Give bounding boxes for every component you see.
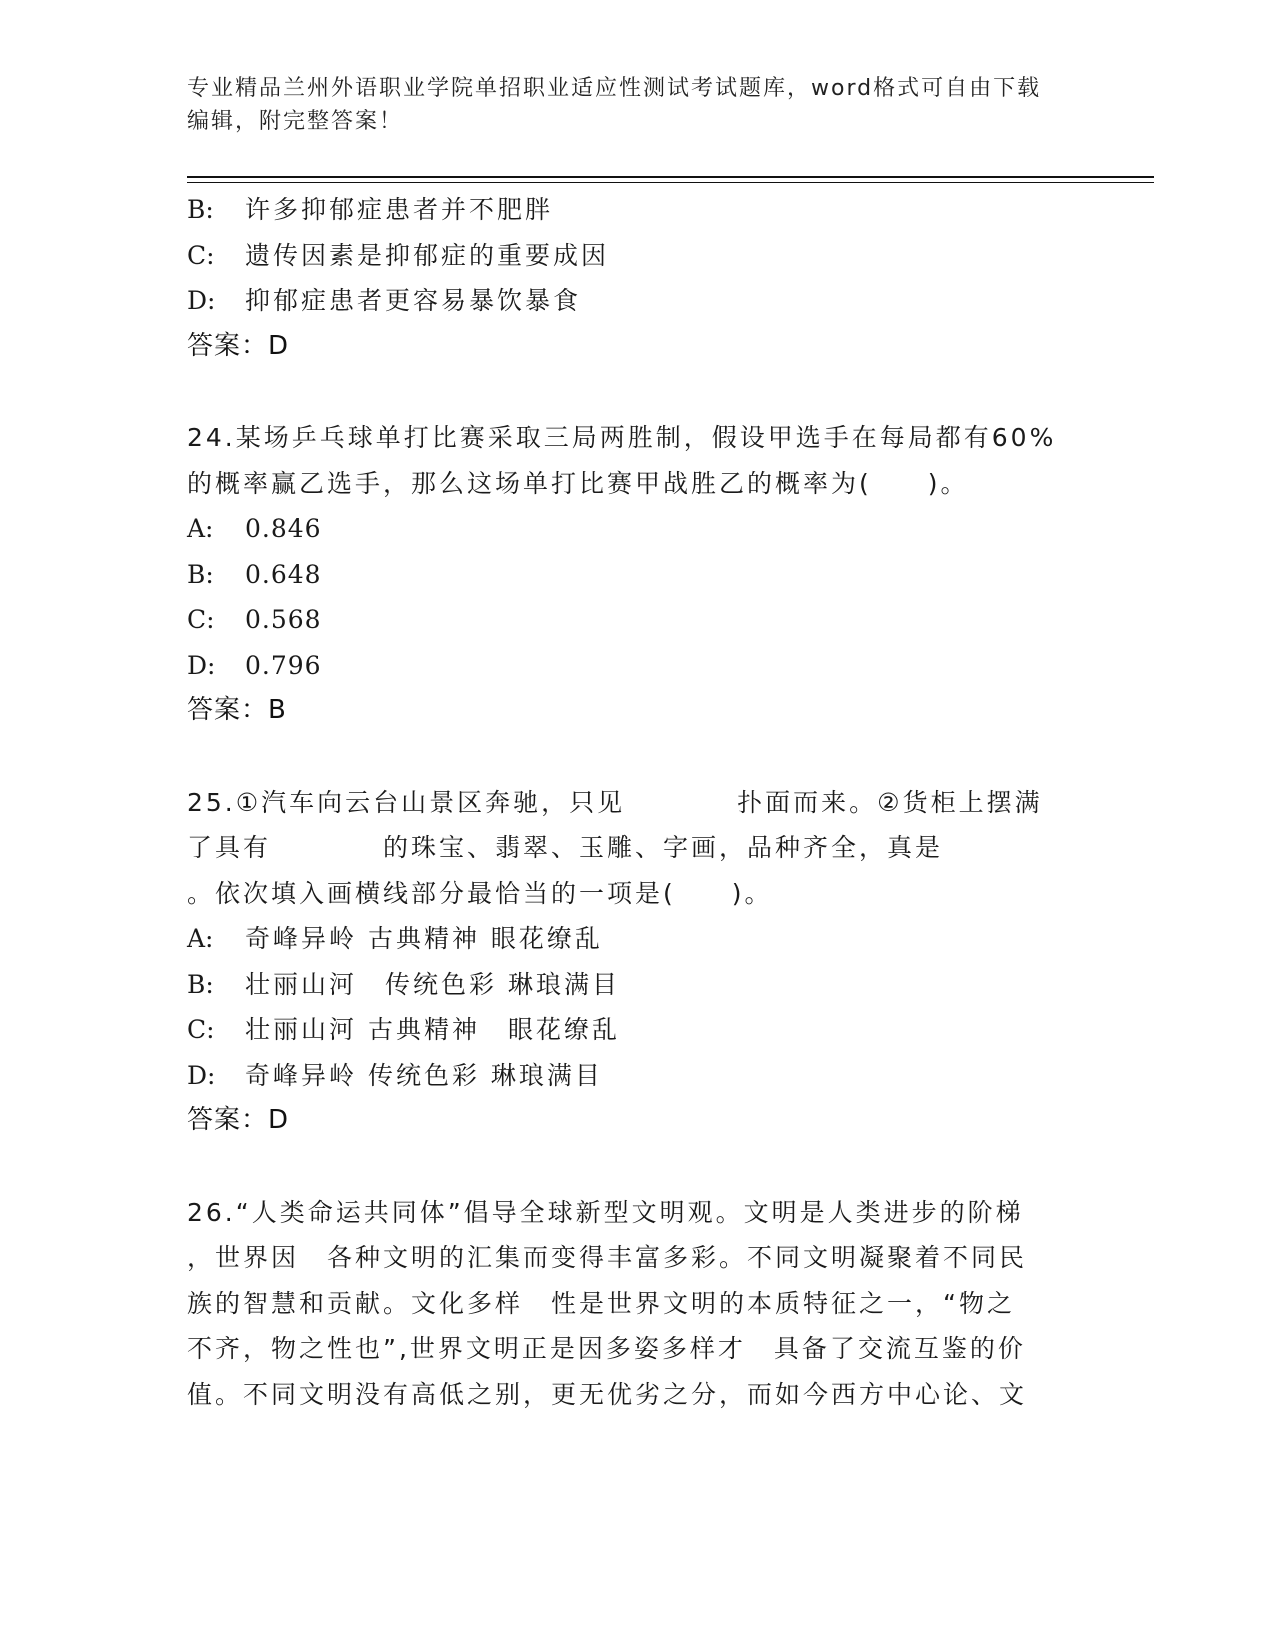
- question-stem-line: 25.①汽车向云台山景区奔驰，只见 扑面而来。②货柜上摆满: [187, 787, 1043, 817]
- option-text: 0.796: [245, 650, 322, 680]
- header-rule-thin: [187, 182, 1154, 183]
- option-text: 0.648: [245, 559, 322, 589]
- question-stem-line: 24.某场乒乓球单打比赛采取三局两胜制，假设甲选手在每局都有60%: [187, 423, 1057, 452]
- option-letter: B:: [187, 969, 214, 999]
- question-stem-line: ，世界因 各种文明的汇集而变得丰富多彩。不同文明凝聚着不同民: [187, 1243, 1028, 1272]
- answer-line: 答案：B: [187, 695, 287, 725]
- option-letter: A:: [187, 514, 214, 543]
- option-letter: B:: [187, 195, 214, 224]
- question-stem-line: 不齐，物之性也”,世界文明正是因多姿多样才 具备了交流互鉴的价: [187, 1334, 1026, 1363]
- option-text: 奇峰异岭 传统色彩 琳琅满目: [245, 1060, 603, 1090]
- question-stem-line: 族的智慧和贡献。文化多样 性是世界文明的本质特征之一，“物之: [187, 1288, 1015, 1318]
- answer-line: 答案：D: [187, 330, 290, 361]
- header-line-1: 专业精品兰州外语职业学院单招职业适应性测试考试题库，word格式可自由下载: [187, 76, 1042, 101]
- option-letter: C:: [187, 240, 215, 270]
- question-stem-line: 了具有 的珠宝、翡翠、玉雕、字画，品种齐全，真是: [187, 833, 944, 862]
- question-25: [187, 780, 1087, 1144]
- option-letter: D:: [187, 286, 216, 315]
- option-text: 壮丽山河 古典精神 眼花缭乱: [245, 1015, 620, 1044]
- header-rule-thick: [187, 176, 1154, 178]
- option-d: [187, 1053, 1087, 1099]
- option-letter: C:: [187, 605, 215, 634]
- question-stem-line: 。依次填入画横线部分最恰当的一项是( )。: [187, 878, 773, 908]
- option-letter: C:: [187, 1015, 215, 1044]
- option-c: [187, 233, 1087, 279]
- option-text: 遗传因素是抑郁症的重要成因: [245, 240, 610, 270]
- option-d: [187, 278, 1087, 324]
- header-line-2: 编辑，附完整答案！: [187, 109, 404, 134]
- question-stem-line: 值。不同文明没有高低之别，更无优劣之分，而如今西方中心论、文: [187, 1379, 1028, 1409]
- question-26: [187, 1190, 1087, 1418]
- option-d: [187, 643, 1087, 689]
- option-letter: B:: [187, 559, 214, 589]
- question-stem-line: 26.“人类命运共同体”倡导全球新型文明观。文明是人类进步的阶梯: [187, 1197, 1024, 1227]
- option-a: [187, 916, 1087, 962]
- option-text: 抑郁症患者更容易暴饮暴食: [245, 286, 582, 315]
- option-a: [187, 506, 1087, 552]
- option-text: 壮丽山河 传统色彩 琳琅满目: [245, 969, 620, 999]
- answer-line: 答案：D: [187, 1105, 290, 1135]
- option-text: 0.846: [245, 514, 322, 543]
- question-stem-line: 的概率赢乙选手，那么这场单打比赛甲战胜乙的概率为( )。: [187, 468, 969, 498]
- option-c: [187, 1007, 1087, 1053]
- option-text: 奇峰异岭 古典精神 眼花缭乱: [245, 924, 603, 953]
- document-body: [187, 187, 1087, 1417]
- option-b: [187, 187, 1087, 233]
- option-c: [187, 597, 1087, 643]
- option-letter: D:: [187, 1060, 216, 1090]
- document-header: [187, 72, 1087, 138]
- option-b: [187, 552, 1087, 598]
- option-letter: D:: [187, 650, 216, 680]
- option-text: 0.568: [245, 605, 322, 634]
- option-b: [187, 962, 1087, 1008]
- question-24: [187, 415, 1087, 734]
- option-text: 许多抑郁症患者并不肥胖: [245, 195, 554, 224]
- question-23: [187, 187, 1087, 369]
- option-letter: A:: [187, 924, 214, 953]
